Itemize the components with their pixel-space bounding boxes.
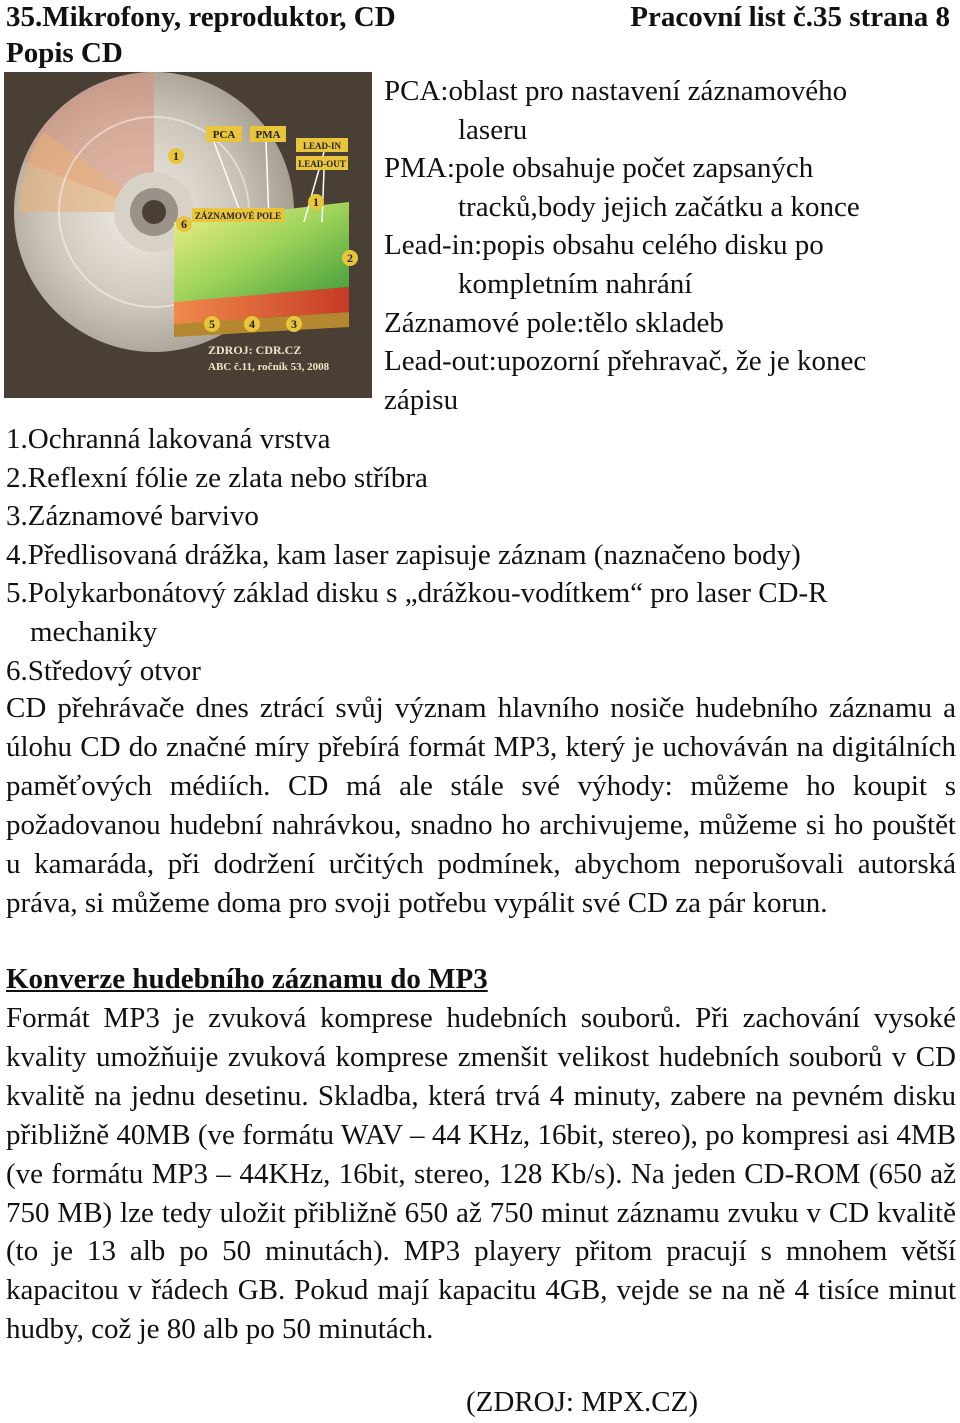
list-item: 6.Středový otvor [6, 654, 201, 687]
definition-pma: PMA:pole obsahuje počet zapsaných [384, 152, 814, 185]
term-definitions [384, 72, 956, 419]
definition-pca-cont: laseru [458, 113, 528, 146]
number-3-marker: 3 [291, 317, 297, 331]
number-5-marker: 5 [209, 317, 215, 331]
number-1b-marker: 1 [313, 195, 319, 209]
cd-diagram-svg [4, 72, 372, 398]
recording-zone-label: ZÁZNAMOVÉ POLE [194, 211, 282, 221]
definition-lead-out: Lead-out:upozorní přehravač, že je konec [384, 345, 867, 378]
figure-source-line1: ZDROJ: CDR.CZ [208, 343, 302, 357]
page-header [6, 0, 956, 34]
worksheet-label: Pracovní list č.35 strana 8 [630, 1, 950, 33]
list-item: 5.Polykarbonátový základ disku s „drážkou-vodítkem“ pro laser CD-R [6, 577, 828, 610]
number-4-marker: 4 [249, 317, 255, 331]
list-item: 1.Ochranná lakovaná vrstva [6, 423, 331, 455]
section-subtitle: Popis CD [6, 37, 123, 69]
definition-pca: PCA:oblast pro nastavení záznamového [384, 75, 848, 107]
definition-lead-in-cont: kompletním nahrání [458, 267, 693, 300]
list-item: 4.Předlisovaná drážka, kam laser zapisuje záznam (naznačeno body) [6, 538, 801, 571]
definition-pma-cont: tracků,body jejich začátku a konce [458, 190, 860, 223]
number-1-marker: 1 [173, 149, 179, 163]
cd-layer-list [6, 420, 956, 690]
header-title: 35.Mikrofony, reproduktor, CD [6, 1, 396, 33]
section-heading-mp3: Konverze hudebního záznamu do MP3 [6, 963, 488, 995]
number-6-marker: 6 [181, 217, 187, 231]
pma-label: PMA [255, 129, 281, 141]
cd-paragraph: CD přehrávače dnes ztrácí svůj význam hlavního nosiče hudebního záznamu a úlohu CD do značné míry přebírá formát MP3, který je uchováván na digitálních paměťových médiích. CD má ale stále své výhody: můžeme ho koupit s požadovanou hudební nahrávkou, snadno ho archivujeme, můžeme si ho pouštět u kamaráda, při dodržení určitých podmínek, abychom neporušovali autorská práva, si můžeme doma pro svoji potřebu vypálit své CD za pár korun. [6, 692, 956, 919]
list-item: 3.Záznamové barvivo [6, 500, 259, 533]
source-citation: (ZDROJ: MPX.CZ) [466, 1386, 699, 1418]
number-2-marker: 2 [347, 251, 353, 265]
figure-source-line2: ABC č.11, ročník 53, 2008 [208, 361, 330, 373]
cd-diagram-image [4, 72, 372, 398]
mp3-paragraph: Formát MP3 je zvuková komprese hudebních souborů. Při zachování vysoké kvality umožňuije zvuková komprese zmenšit velikost hudebních souborů v CD kvalitě na jednu desetinu. Skladba, která trvá 4 minuty, zabere na pevném disku přibližně 40MB (ve formátu WAV – 44 KHz, 16bit, stereo), po kompresi asi 4MB (ve formátu MP3 – 44KHz, 16bit, stereo, 128 Kb/s). Na jeden CD-ROM (650 až 750 MB) lze tedy uložit přibližně 650 až 750 minut záznamu zvuku v CD kvalitě (to je 13 alb po 50 minutách). MP3 playery přitom pracují s mnohem větší kapacitou v řádech GB. Pokud mají kapacitu 4GB, vejde se na ně 4 tisíce minut hudby, což je 80 alb po 50 minutách. [6, 1002, 956, 1346]
list-item: 2.Reflexní fólie ze zlata nebo stříbra [6, 461, 428, 494]
pca-label: PCA [212, 129, 236, 141]
definition-recording-zone: Záznamové pole:tělo skladeb [384, 306, 724, 339]
definition-lead-out-cont: zápisu [384, 383, 459, 416]
list-item-continuation: mechaniky [30, 615, 158, 648]
lead-in-label: LEAD-IN [302, 141, 342, 151]
definition-lead-in: Lead-in:popis obsahu celého disku po [384, 229, 824, 262]
lead-out-label: LEAD-OUT [298, 159, 346, 169]
